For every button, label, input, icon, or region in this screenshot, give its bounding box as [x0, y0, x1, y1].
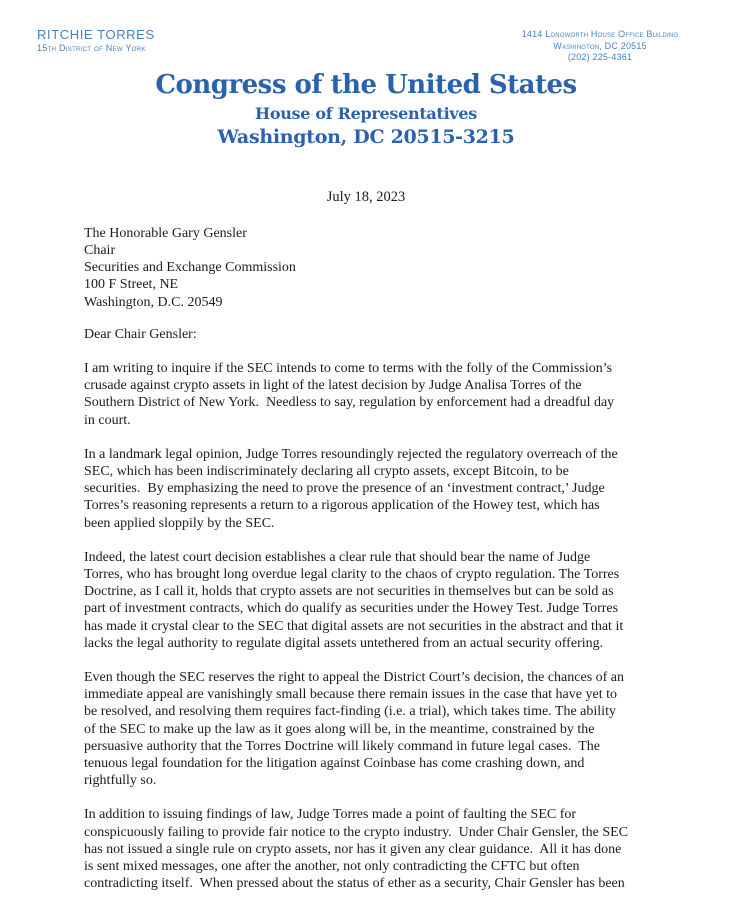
paragraph-line: persuasive authority that the Torres Doctrine will likely command in future legal cases. The [84, 738, 600, 754]
paragraph-line: Torres’s reasoning represents a return to a rigorous application of the Howey test, which has [84, 498, 600, 514]
salutation: Dear Chair Gensler: [84, 326, 197, 342]
paragraph-line: be resolved, and resolving them requires fact-finding (i.e. a trial), which takes time. The ability [84, 704, 616, 720]
paragraph-line: tenuous legal foundation for the litigation against Coinbase has come crashing down, and [84, 756, 585, 772]
paragraph-line: Torres, who has brought long overdue legal clarity to the chaos of crypto regulation. The Torres [84, 567, 620, 583]
paragraph-line: has not issued a single rule on crypto assets, nor has it given any clear guidance. All it has done [84, 841, 622, 857]
body-paragraph [84, 669, 672, 789]
paragraph-line: in court. [84, 412, 131, 428]
paragraph-line: Southern District of New York. Needless to say, regulation by enforcement had a dreadful day [84, 395, 615, 411]
letterhead [0, 0, 732, 64]
paragraph-line: I am writing to inquire if the SEC intends to come to terms with the folly of the Commission’s [84, 360, 613, 376]
paragraph-line: Doctrine, as I call it, holds that crypto assets are not securities in themselves but can be sold as [84, 584, 614, 600]
member-district: 15th District of New York [37, 43, 146, 53]
paragraph-line: is sent mixed messages, one after the another, not only contradicting the CFTC but often [84, 859, 580, 875]
paragraph-line: securities. By emphasizing the need to prove the presence of an ‘investment contract,’ Judge [84, 481, 605, 497]
recipient-line: Securities and Exchange Commission [84, 260, 296, 276]
paragraph-line: part of investment contracts, which do qualify as securities under the Howey Test. Judge Torres [84, 601, 619, 617]
paragraph-line: In addition to issuing findings of law, Judge Torres made a point of faulting the SEC for [84, 807, 577, 823]
paragraph-line: Even though the SEC reserves the right to appeal the District Court’s decision, the chances of an [84, 670, 625, 686]
paragraph-line: Indeed, the latest court decision establishes a clear rule that should bear the name of Judge [84, 549, 591, 565]
recipient-line: The Honorable Gary Gensler [84, 225, 247, 241]
washington-address: Washington, DC 20515-3215 [217, 125, 515, 148]
body-paragraph [84, 549, 672, 652]
letter-body [84, 360, 672, 892]
office-address-block [490, 29, 710, 64]
member-identity [37, 27, 155, 53]
paragraph-line: conspicuously failing to provide fair notice to the crypto industry. Under Chair Gensler, the SEC [84, 824, 629, 840]
masthead [0, 70, 732, 148]
paragraph-line: SEC, which has been indiscriminately declaring all crypto assets, except Bitcoin, to be [84, 464, 569, 479]
recipient-block [84, 225, 732, 311]
paragraph-line: rightfully so. [84, 773, 157, 789]
office-address-line: Washington, DC 20515 [553, 40, 647, 51]
body-paragraph [84, 360, 672, 429]
body-paragraph [84, 446, 672, 532]
recipient-line: 100 F Street, NE [84, 277, 179, 293]
paragraph-line: has made it crystal clear to the SEC that digital assets are not securities in the abstract and that it [84, 618, 624, 634]
paragraph-line: In a landmark legal opinion, Judge Torres resoundingly rejected the regulatory overreach of the [84, 446, 618, 462]
paragraph-line: contradicting itself. When pressed about the status of ether as a security, Chair Gensler has been [84, 876, 625, 892]
paragraph-line: been applied sloppily by the SEC. [84, 515, 275, 531]
body-paragraph [84, 806, 672, 892]
recipient-line: Chair [84, 242, 116, 258]
member-name: RITCHIE TORRES [37, 27, 155, 42]
paragraph-line: crusade against crypto assets in light of the latest decision by Judge Analisa Torres of the [84, 378, 582, 394]
house-subtitle: House of Representatives [255, 103, 477, 123]
congress-title: Congress of the United States [155, 69, 577, 100]
paragraph-line: lacks the legal authority to regulate digital assets untethered from an actual security offering. [84, 635, 604, 651]
office-address-line: (202) 225-4361 [567, 52, 633, 62]
paragraph-line: immediate appeal are vanishingly small because there remain issues in the case that have yet to [84, 687, 617, 703]
office-address-line: 1414 Longworth House Office Building [521, 29, 679, 39]
letter-date: July 18, 2023 [326, 188, 406, 205]
recipient-line: Washington, D.C. 20549 [84, 294, 223, 310]
paragraph-line: of the SEC to make up the law as it goes along will be, in the meantime, constrained by the [84, 721, 595, 737]
